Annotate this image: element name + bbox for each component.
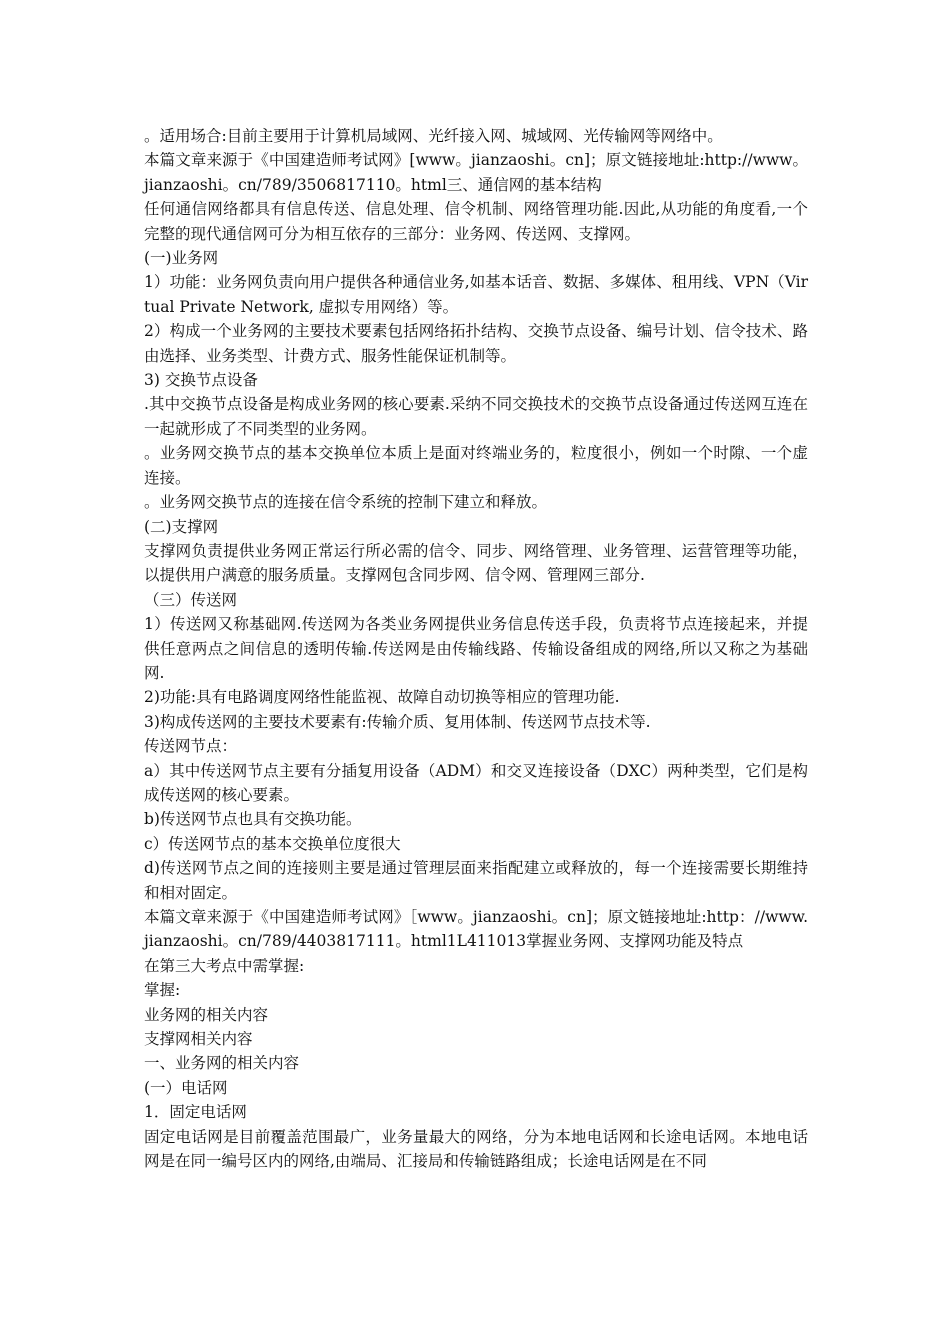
section-heading-service-network: (一)业务网 <box>144 249 219 268</box>
paragraph-10: 。业务网交换节点的连接在信令系统的控制下建立和释放。 <box>144 493 548 512</box>
paragraph-6: 2）构成一个业务网的主要技术要素包括网络拓扑结构、交换节点设备、编号计划、信令技术、路由选择、业务类型、计费方式、服务性能保证机制等。 <box>144 322 808 365</box>
paragraph-30: 固定电话网是目前覆盖范围最广，业务量最大的网络，分为本地电话网和长途电话网。本地电话网是在同一编号区内的网络,由端局、汇接局和传输链路组成；长途电话网是在不同 <box>144 1127 808 1171</box>
paragraph-12: 支撑网负责提供业务网正常运行所必需的信令、同步、网络管理、业务管理、运营管理等功能，以提供用户满意的服务质量。支撑网包含同步网、信令网、管理网三部分. <box>144 541 808 585</box>
paragraph-15: 2)功能:具有电路调度网络性能监视、故障自动切换等相应的管理功能. <box>144 688 620 707</box>
paragraph-26: 支撑网相关内容 <box>144 1030 253 1049</box>
paragraph-22: 本篇文章来源于《中国建造师考试网》［www。jianzaoshi。cn]；原文链接地址:http：//www.jianzaoshi。cn/789/4403817111。html1L411013掌握业务网、支撑网功能及特点 <box>144 908 808 951</box>
section-heading-support-network: (二)支撑网 <box>144 517 219 536</box>
paragraph-17: 传送网节点： <box>144 737 238 756</box>
section-heading-service-network-content: 一、业务网的相关内容 <box>144 1054 300 1073</box>
paragraph-20: c）传送网节点的基本交换单位度很大 <box>144 834 401 853</box>
paragraph-23: 在第三大考点中需掌握: <box>144 956 305 975</box>
subsection-heading-fixed-telephone: 1．固定电话网 <box>144 1103 247 1122</box>
paragraph-25: 业务网的相关内容 <box>144 1005 269 1024</box>
paragraph-14: 1）传送网又称基础网.传送网为各类业务网提供业务信息传送手段，负责将节点连接起来，并提供任意两点之间信息的透明传输.传送网是由传输线路、传输设备组成的网络,所以又称之为基础网. <box>144 615 808 682</box>
paragraph-8: .其中交换节点设备是构成业务网的核心要素.采纳不同交换技术的交换节点设备通过传送网互连在一起就形成了不同类型的业务网。 <box>144 395 808 438</box>
paragraph-16: 3)构成传送网的主要技术要素有:传输介质、复用体制、传送网节点技术等. <box>144 712 651 731</box>
paragraph-3: 任何通信网络都具有信息传送、信息处理、信令机制、网络管理功能.因此,从功能的角度看,一个完整的现代通信网可分为相互依存的三部分：业务网、传送网、支撑网。 <box>144 200 808 243</box>
paragraph-1: 。适用场合:目前主要用于计算机局域网、光纤接入网、城域网、光传输网等网络中。 <box>144 127 723 145</box>
paragraph-2: 本篇文章来源于《中国建造师考试网》[www。jianzaoshi。cn]；原文链接地址:http://www。jianzaoshi。cn/789/3506817110。html三、通信网的基本结构 <box>144 151 808 194</box>
paragraph-19: b)传送网节点也具有交换功能。 <box>144 810 362 829</box>
paragraph-18: a）其中传送网节点主要有分插复用设备（ADM）和交叉连接设备（DXC）两种类型，它们是构成传送网的核心要素。 <box>144 761 808 804</box>
paragraph-9: 。业务网交换节点的基本交换单位本质上是面对终端业务的，粒度很小，例如一个时隙、一个虚连接。 <box>144 444 808 487</box>
paragraph-5: 1）功能：业务网负责向用户提供各种通信业务,如基本话音、数据、多媒体、租用线、VPN（Virtual Private Network, 虚拟专用网络）等。 <box>144 273 808 316</box>
paragraph-24: 掌握: <box>144 981 181 1000</box>
paragraph-7: 3) 交换节点设备 <box>144 371 258 390</box>
section-heading-telephone-network: (一）电话网 <box>144 1078 228 1097</box>
paragraph-21: d)传送网节点之间的连接则主要是通过管理层面来指配建立或释放的，每一个连接需要长期维持和相对固定。 <box>144 859 808 902</box>
section-heading-transport-network: （三）传送网 <box>144 590 238 609</box>
document-page <box>144 124 808 1173</box>
